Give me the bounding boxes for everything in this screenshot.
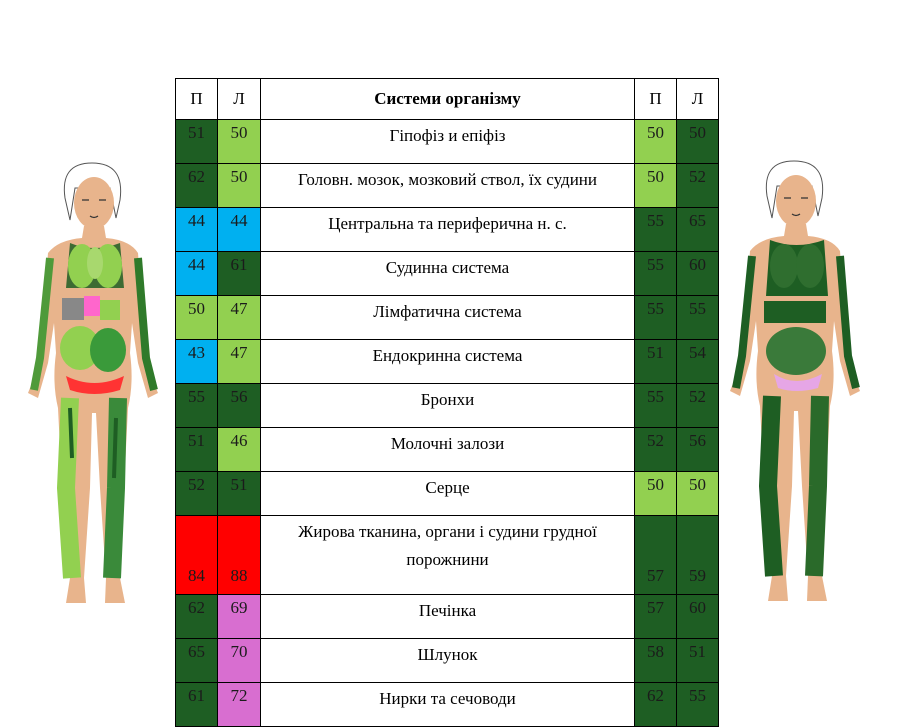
cell-l-right: 54 (677, 340, 719, 384)
cell-l-left: 88 (218, 516, 261, 595)
cell-system-name: Лімфатична система (261, 296, 635, 340)
cell-l-right: 52 (677, 164, 719, 208)
cell-l-right: 52 (677, 384, 719, 428)
cell-l-left: 61 (218, 252, 261, 296)
table-row (176, 683, 719, 727)
cell-l-right: 65 (677, 208, 719, 252)
cell-system-name: Гіпофіз и епіфіз (261, 120, 635, 164)
cell-system-name: Бронхи (261, 384, 635, 428)
cell-l-left: 47 (218, 296, 261, 340)
cell-l-left: 47 (218, 340, 261, 384)
cell-l-right: 56 (677, 428, 719, 472)
cell-system-name: Серце (261, 472, 635, 516)
table-row (176, 164, 719, 208)
cell-p-right: 55 (635, 208, 677, 252)
cell-p-right: 52 (635, 428, 677, 472)
cell-l-left: 56 (218, 384, 261, 428)
cell-p-right: 55 (635, 296, 677, 340)
cell-p-right: 51 (635, 340, 677, 384)
cell-l-right: 50 (677, 120, 719, 164)
cell-system-name: Ендокринна система (261, 340, 635, 384)
cell-p-left: 62 (176, 595, 218, 639)
header-title: Системи організму (261, 79, 635, 120)
cell-p-right: 50 (635, 164, 677, 208)
table-row (176, 208, 719, 252)
cell-p-left: 62 (176, 164, 218, 208)
cell-l-right: 60 (677, 252, 719, 296)
cell-p-left: 55 (176, 384, 218, 428)
cell-l-right: 60 (677, 595, 719, 639)
head (74, 177, 114, 229)
cell-system-name: Судинна система (261, 252, 635, 296)
header-l-left: Л (218, 79, 261, 120)
cell-p-left: 51 (176, 428, 218, 472)
table-row (176, 120, 719, 164)
cell-l-left: 51 (218, 472, 261, 516)
cell-l-left: 50 (218, 120, 261, 164)
cell-l-left: 72 (218, 683, 261, 727)
cell-p-right: 58 (635, 639, 677, 683)
cell-l-right: 55 (677, 296, 719, 340)
cell-l-right: 50 (677, 472, 719, 516)
cell-p-left: 51 (176, 120, 218, 164)
table-row (176, 516, 719, 595)
body-systems-table (175, 78, 719, 727)
table-row (176, 595, 719, 639)
cell-l-right: 59 (677, 516, 719, 595)
table-row (176, 428, 719, 472)
header-p-right: П (635, 79, 677, 120)
head (776, 175, 816, 227)
cell-system-name: Головн. мозок, мозковий ствол, їх судини (261, 164, 635, 208)
table-row (176, 252, 719, 296)
cell-system-name: Печінка (261, 595, 635, 639)
cell-p-right: 55 (635, 384, 677, 428)
cell-l-left: 44 (218, 208, 261, 252)
table-header-row (176, 79, 719, 120)
cell-p-left: 44 (176, 208, 218, 252)
left-body-figure (20, 158, 170, 613)
cell-system-name: Молочні залози (261, 428, 635, 472)
cell-p-left: 65 (176, 639, 218, 683)
table-row (176, 340, 719, 384)
cell-p-left: 44 (176, 252, 218, 296)
table-row (176, 472, 719, 516)
cell-p-right: 50 (635, 472, 677, 516)
cell-p-right: 55 (635, 252, 677, 296)
right-body-figure (722, 156, 870, 608)
header-l-right: Л (677, 79, 719, 120)
cell-system-name: Центральна та периферична н. с. (261, 208, 635, 252)
cell-l-left: 70 (218, 639, 261, 683)
cell-system-name: Жирова тканина, органи і судини грудної порожнини (261, 516, 635, 595)
cell-p-right: 57 (635, 595, 677, 639)
cell-p-right: 62 (635, 683, 677, 727)
cell-p-right: 57 (635, 516, 677, 595)
cell-p-left: 61 (176, 683, 218, 727)
table-row (176, 639, 719, 683)
cell-l-left: 50 (218, 164, 261, 208)
cell-p-left: 43 (176, 340, 218, 384)
cell-l-left: 69 (218, 595, 261, 639)
cell-l-right: 51 (677, 639, 719, 683)
cell-l-right: 55 (677, 683, 719, 727)
header-p-left: П (176, 79, 218, 120)
cell-p-left: 84 (176, 516, 218, 595)
cell-p-right: 50 (635, 120, 677, 164)
cell-system-name: Нирки та сечоводи (261, 683, 635, 727)
cell-system-name: Шлунок (261, 639, 635, 683)
cell-p-left: 52 (176, 472, 218, 516)
cell-l-left: 46 (218, 428, 261, 472)
table-row (176, 384, 719, 428)
table-row (176, 296, 719, 340)
cell-p-left: 50 (176, 296, 218, 340)
